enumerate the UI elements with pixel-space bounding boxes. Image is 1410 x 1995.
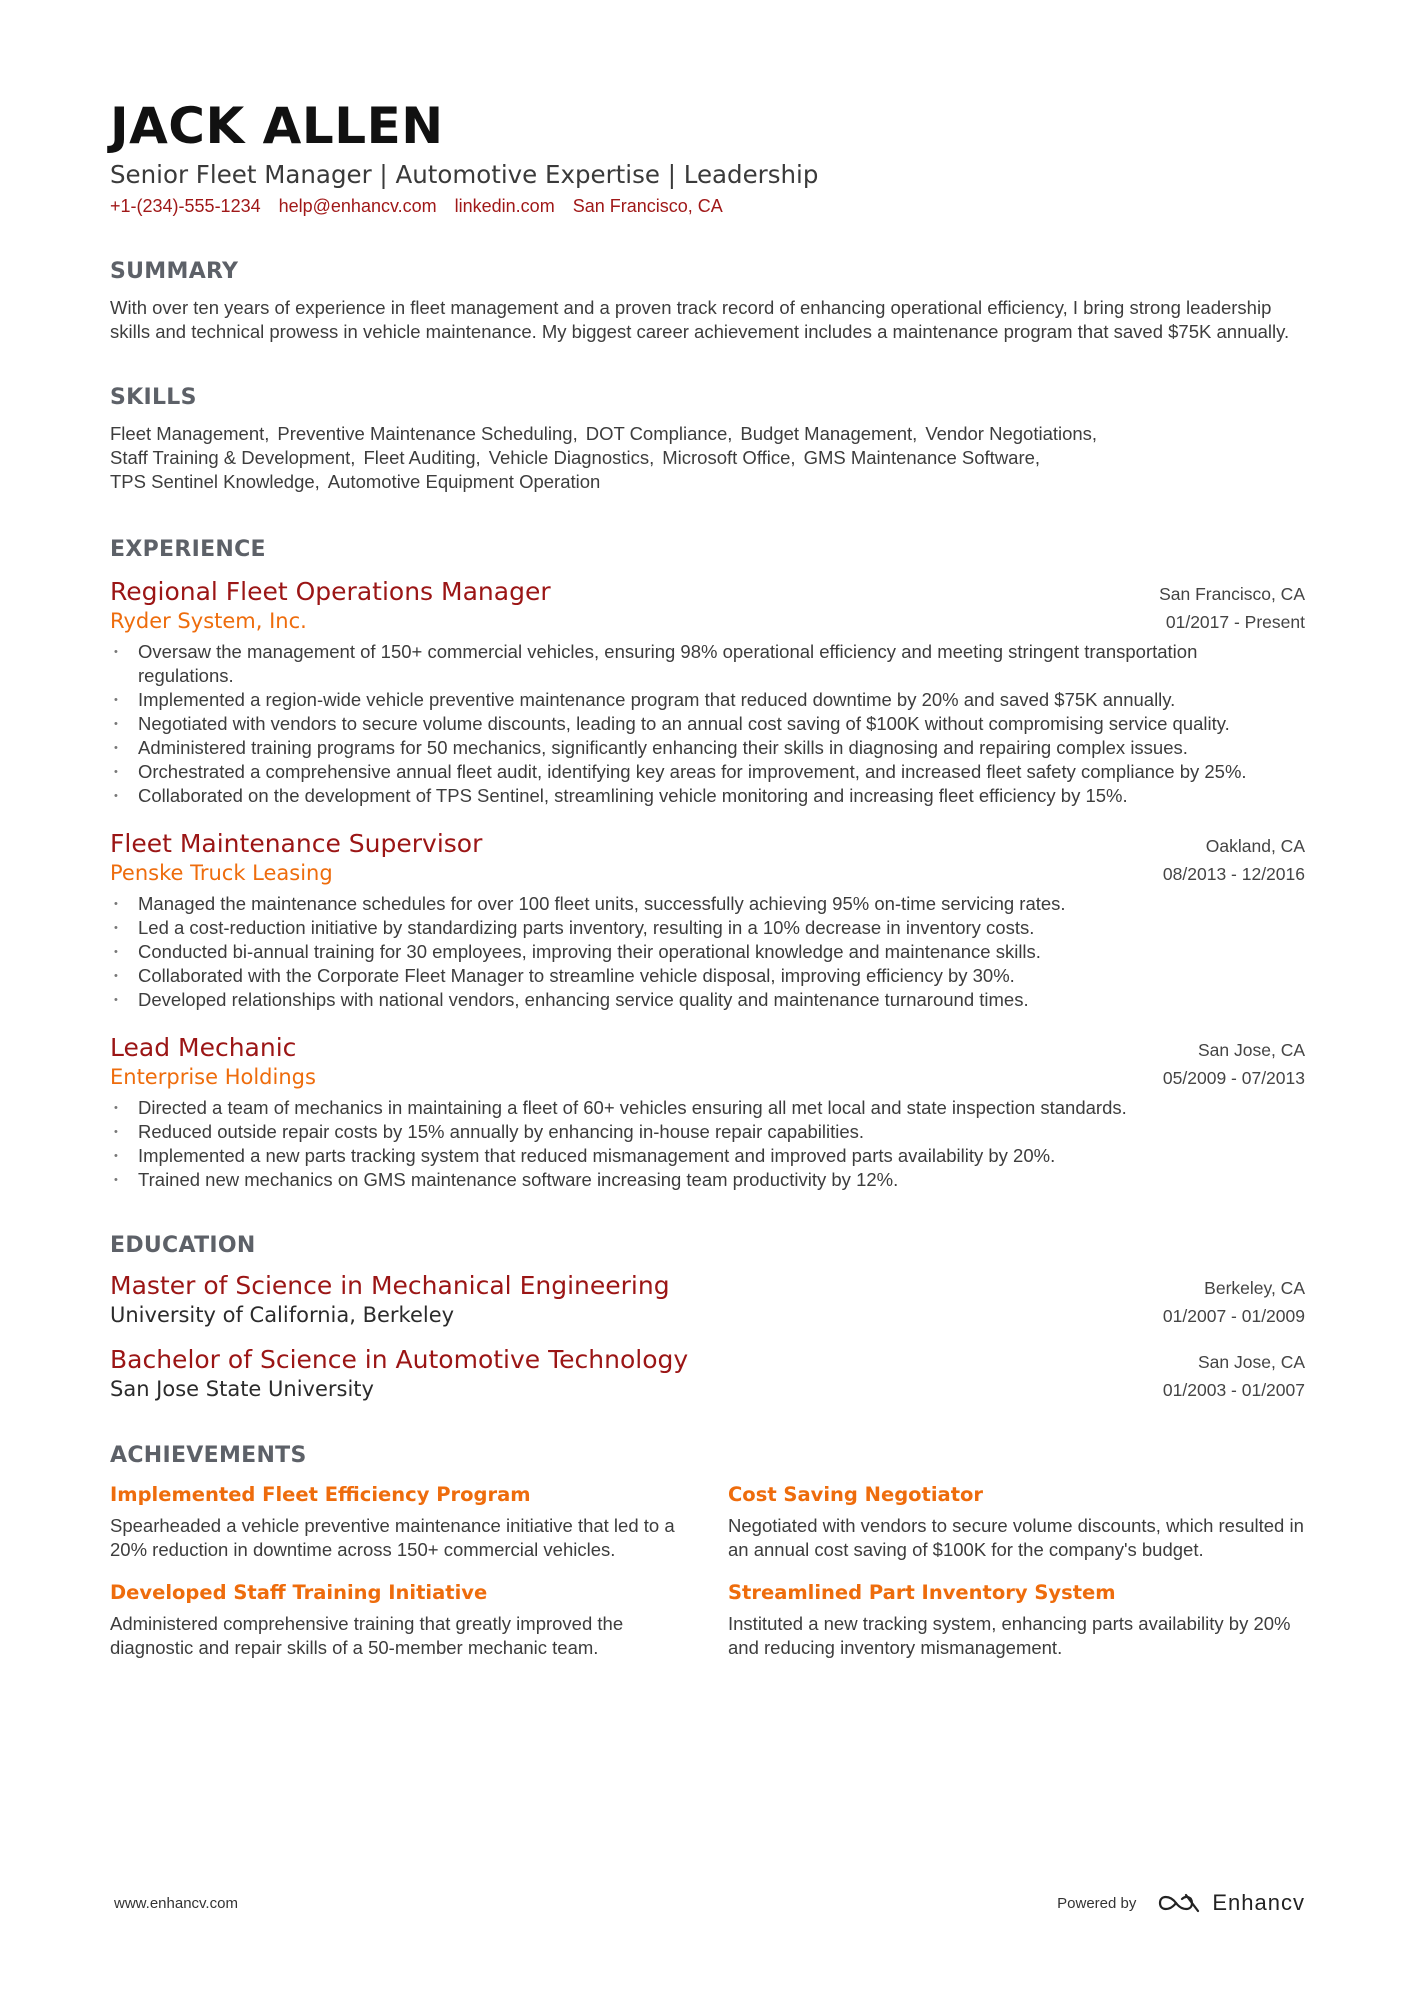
edu-subheader-row (110, 1376, 1305, 1402)
skills-list (110, 422, 1230, 494)
achievements-grid (110, 1482, 1305, 1660)
job-header-row (110, 828, 1305, 860)
job-bullet: • Collaborated on the development of TPS Sentinel, streamlining vehicle monitoring and increasing fleet efficiency by 15%. (110, 784, 1270, 808)
skills-section (110, 384, 1305, 494)
job-bullet: • Implemented a region-wide vehicle preventive maintenance program that reduced downtime by 20% and saved $75K annually. (110, 688, 1270, 712)
experience-section (110, 536, 1305, 1192)
job-dates: 08/2013 - 12/2016 (1162, 864, 1305, 884)
job-company: Penske Truck Leasing (110, 861, 333, 885)
achievement-title: Implemented Fleet Efficiency Program (110, 1483, 531, 1506)
job-location: San Jose, CA (1198, 1040, 1305, 1060)
skill-item: TPS Sentinel Knowledge, (110, 471, 320, 492)
summary-title: SUMMARY (110, 259, 239, 284)
resume-page (110, 98, 1305, 1660)
enhancv-logo-icon (1156, 1891, 1202, 1915)
achievement-desc: Instituted a new tracking system, enhancing parts availability by 20% and reducing inventory mismanagement. (728, 1613, 1291, 1658)
education-entry (110, 1270, 1305, 1328)
skill-item: Fleet Auditing, (363, 447, 481, 468)
job-bullet: • Conducted bi-annual training for 30 employees, improving their operational knowledge and maintenance skills. (110, 940, 1270, 964)
job-bullet: • Directed a team of mechanics in maintaining a fleet of 60+ vehicles ensuring all met local and state inspection standards. (110, 1096, 1270, 1120)
job-subheader-row (110, 608, 1305, 634)
experience-entry (110, 576, 1305, 808)
achievements-section (110, 1442, 1305, 1660)
job-subheader-row (110, 860, 1305, 886)
achievement-title: Cost Saving Negotiator (728, 1483, 984, 1506)
job-bullets (110, 640, 1305, 808)
achievement-item (110, 1580, 700, 1660)
achievement-desc: Negotiated with vendors to secure volume discounts, which resulted in an annual cost saving of $100K for the company's budget. (728, 1515, 1304, 1560)
edu-header-row (110, 1344, 1305, 1376)
contact-info (110, 194, 1305, 218)
edu-location: San Jose, CA (1198, 1352, 1305, 1372)
achievement-desc: Spearheaded a vehicle preventive maintenance initiative that led to a 20% reduction in downtime across 150+ commercial vehicles. (110, 1515, 675, 1560)
job-bullet: • Managed the maintenance schedules for over 100 fleet units, successfully achieving 95% on-time servicing rates. (110, 892, 1270, 916)
achievement-desc: Administered comprehensive training that greatly improved the diagnostic and repair skills of a 50-member mechanic team. (110, 1613, 624, 1658)
job-company: Ryder System, Inc. (110, 609, 307, 633)
skill-item: GMS Maintenance Software, (803, 447, 1041, 468)
job-location: Oakland, CA (1205, 836, 1305, 856)
summary-text: With over ten years of experience in fleet management and a proven track record of enhancing operational efficiency, I bring strong leadership skills and technical prowess in vehicle maintenance. My biggest career achievement includes a maintenance program that saved $75K annually. (110, 297, 1290, 342)
job-bullet: • Administered training programs for 50 mechanics, significantly enhancing their skills in diagnosing and repairing complex issues. (110, 736, 1270, 760)
job-role: Regional Fleet Operations Manager (110, 577, 551, 606)
job-bullet: • Oversaw the management of 150+ commercial vehicles, ensuring 98% operational efficiency and meeting stringent transportation regulations. (110, 640, 1270, 688)
experience-entry (110, 1032, 1305, 1192)
job-bullet: • Implemented a new parts tracking system that reduced mismanagement and improved parts availability by 20%. (110, 1144, 1270, 1168)
job-role: Lead Mechanic (110, 1033, 297, 1062)
brand-name: Enhancv (1212, 1890, 1305, 1915)
resume-header (110, 98, 1305, 218)
edu-dates: 01/2003 - 01/2007 (1162, 1380, 1305, 1400)
achievement-title: Developed Staff Training Initiative (110, 1581, 488, 1604)
job-bullet: • Developed relationships with national vendors, enhancing service quality and maintenance turnaround times. (110, 988, 1270, 1012)
job-company: Enterprise Holdings (110, 1065, 316, 1089)
job-bullet: • Led a cost-reduction initiative by standardizing parts inventory, resulting in a 10% decrease in inventory costs. (110, 916, 1270, 940)
contact-email[interactable]: help@enhancv.com (278, 196, 437, 216)
job-header-row (110, 1032, 1305, 1064)
footer-website[interactable]: www.enhancv.com (114, 1894, 238, 1912)
achievement-title: Streamlined Part Inventory System (728, 1581, 1116, 1604)
job-location: San Francisco, CA (1159, 584, 1305, 604)
experience-entry (110, 828, 1305, 1012)
skill-item: Budget Management, (740, 423, 918, 444)
skills-title: SKILLS (110, 385, 197, 410)
summary-section (110, 258, 1305, 344)
edu-school: University of California, Berkeley (110, 1303, 455, 1327)
edu-header-row (110, 1270, 1305, 1302)
skill-item: Staff Training & Development, (110, 447, 356, 468)
achievement-item (110, 1482, 700, 1562)
job-dates: 05/2009 - 07/2013 (1162, 1068, 1305, 1088)
job-header-row (110, 576, 1305, 608)
achievement-item (728, 1482, 1318, 1562)
job-bullet: • Collaborated with the Corporate Fleet Manager to streamline vehicle disposal, improving efficiency by 30%. (110, 964, 1270, 988)
skill-item: Automotive Equipment Operation (327, 471, 601, 492)
experience-title: EXPERIENCE (110, 537, 266, 562)
achievement-item (728, 1580, 1318, 1660)
job-role: Fleet Maintenance Supervisor (110, 829, 483, 858)
job-bullet: • Orchestrated a comprehensive annual fleet audit, identifying key areas for improvement, and increased fleet safety compliance by 25%. (110, 760, 1270, 784)
job-dates: 01/2017 - Present (1165, 612, 1305, 632)
skill-item: Microsoft Office, (662, 447, 796, 468)
edu-degree: Bachelor of Science in Automotive Technology (110, 1345, 689, 1374)
skill-item: DOT Compliance, (585, 423, 733, 444)
edu-degree: Master of Science in Mechanical Engineering (110, 1271, 670, 1300)
powered-by-label: Powered by (1057, 1894, 1137, 1912)
contact-phone[interactable]: +1-(234)-555-1234 (110, 196, 261, 216)
candidate-headline: Senior Fleet Manager | Automotive Expertise | Leadership (110, 160, 819, 189)
job-bullet: • Trained new mechanics on GMS maintenance software increasing team productivity by 12%. (110, 1168, 1270, 1192)
candidate-name: JACK ALLEN (110, 97, 444, 155)
skill-item: Vehicle Diagnostics, (488, 447, 655, 468)
edu-subheader-row (110, 1302, 1305, 1328)
contact-location: San Francisco, CA (572, 196, 723, 216)
footer-brand (1057, 1890, 1305, 1916)
job-bullets (110, 892, 1305, 1012)
skill-item: Fleet Management, (110, 423, 270, 444)
achievements-title: ACHIEVEMENTS (110, 1443, 307, 1468)
job-bullet: • Negotiated with vendors to secure volume discounts, leading to an annual cost saving of $100K without compromising service quality. (110, 712, 1270, 736)
education-section (110, 1232, 1305, 1402)
skill-item: Vendor Negotiations, (925, 423, 1098, 444)
enhancv-brand[interactable] (1156, 1890, 1305, 1916)
education-title: EDUCATION (110, 1233, 256, 1258)
contact-linkedin[interactable]: linkedin.com (454, 196, 555, 216)
edu-dates: 01/2007 - 01/2009 (1162, 1306, 1305, 1326)
job-subheader-row (110, 1064, 1305, 1090)
page-footer (114, 1890, 1305, 1916)
job-bullets (110, 1096, 1305, 1192)
edu-school: San Jose State University (110, 1377, 374, 1401)
education-entry (110, 1344, 1305, 1402)
skill-item: Preventive Maintenance Scheduling, (277, 423, 578, 444)
edu-location: Berkeley, CA (1204, 1278, 1305, 1298)
job-bullet: • Reduced outside repair costs by 15% annually by enhancing in-house repair capabilities. (110, 1120, 1270, 1144)
